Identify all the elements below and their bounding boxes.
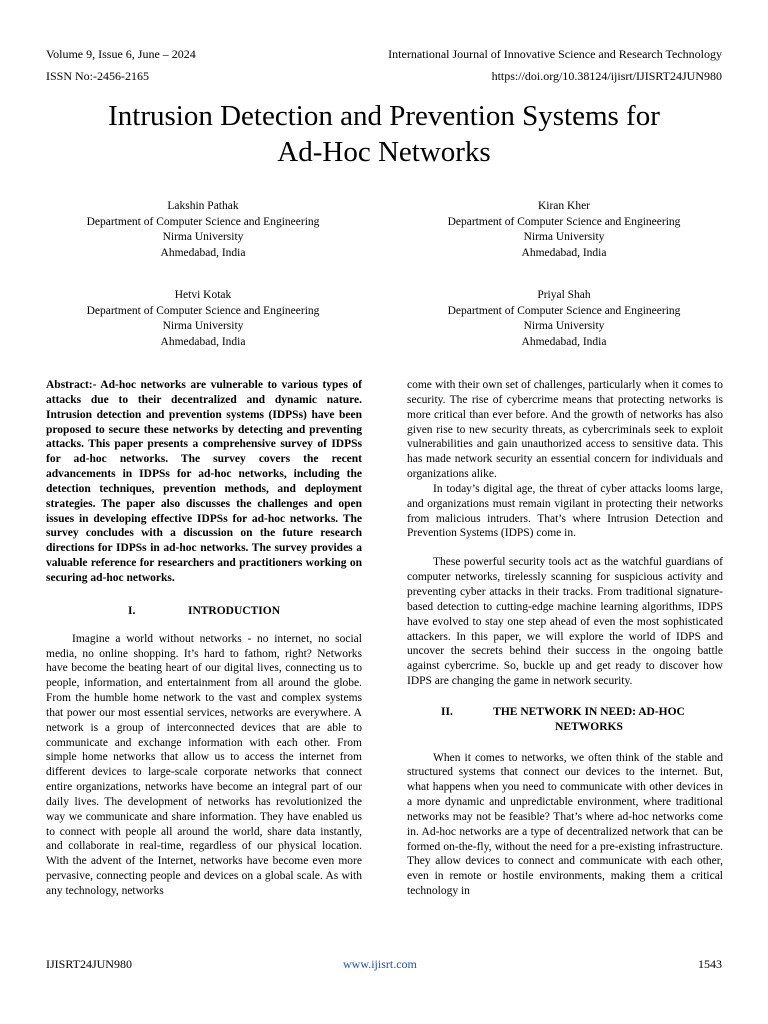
author-location: Ahmedabad, India [160, 246, 246, 259]
section-heading-ad-hoc [407, 705, 723, 735]
website-link[interactable]: www.ijisrt.com [343, 957, 417, 971]
author-block [33, 199, 373, 261]
doi-link[interactable]: https://doi.org/10.38124/ijisrt/IJISRT24JUN980 [491, 69, 722, 83]
paragraph: come with their own set of challenges, particularly when it comes to security. The rise of cybercrime means that protecting networks is more critical than ever before. And the growth of networks has also given rise to new security threats, as cybercriminals seek to exploit vulnerabilities and gain unauthorized access to sensitive data. This has made network security an essential concern for individuals and organizations alike. [407, 379, 723, 481]
author-university: Nirma University [162, 231, 244, 243]
section-heading-introduction [46, 604, 362, 619]
section-title: THE NETWORK IN NEED: AD-HOC NETWORKS [493, 705, 685, 733]
author-name: Priyal Shah [537, 289, 591, 301]
author-name: Hetvi Kotak [174, 289, 232, 301]
author-department: Department of Computer Science and Engineering [447, 304, 681, 317]
author-block [394, 199, 734, 261]
author-name: Lakshin Pathak [167, 200, 239, 212]
author-university: Nirma University [523, 231, 605, 243]
author-department: Department of Computer Science and Engineering [86, 304, 320, 317]
paragraph: Imagine a world without networks - no internet, no social media, no online shopping. It’s hard to fathom, right? Networks have become the beating heart of our digital lives, connecting us to people, information, and entertainment from all around the globe. From the humble home network to the vast and complex systems that power our most essential services, networks are everywhere. A network is a group of interconnected devices that are able to communicate and exchange information with each other. From simple home networks that allow us to access the internet from different devices to large-scale corporate networks that connect entire organizations, networks have become an integral part of our daily lives. The development of networks has revolutionized the way we communicate and share information. They have enabled us to connect with people all around the world, share data instantly, and collaborate in real-time, regardless of our physical location. With the advent of the Internet, networks have become even more pervasive, connecting people and devices on a global scale. As with any technology, networks [46, 632, 362, 897]
author-location: Ahmedabad, India [521, 246, 607, 259]
author-location: Ahmedabad, India [160, 335, 246, 348]
journal-name: International Journal of Innovative Science and Research Technology [388, 47, 722, 61]
paragraph: When it comes to networks, we often think of the stable and structured systems that connect our devices to the internet. But, what happens when you need to communicate with other devices in a more dynamic and unpredictable environment, where traditional networks may not be feasible? That’s where ad-hoc networks come in. Ad-hoc networks are a type of decentralized network that can be formed on-the-fly, without the need for a pre-existing infrastructure. They allow devices to connect and communicate with each other, even in remote or hostile environments, making them a critical technology in [407, 751, 723, 898]
author-name: Kiran Kher [537, 200, 591, 212]
author-department: Department of Computer Science and Engineering [86, 215, 320, 228]
paper-id: IJISRT24JUN980 [46, 957, 132, 971]
author-block [394, 288, 734, 350]
author-university: Nirma University [523, 320, 605, 332]
section-title: INTRODUCTION [187, 604, 280, 617]
abstract: Abstract:- Ad-hoc networks are vulnerable to various types of attacks due to their decentralized and dynamic nature. Intrusion detection and prevention systems (IDPSs) have been proposed to secure these networks by detecting and preventing attacks. This paper presents a comprehensive survey of IDPSs for ad-hoc networks. The survey covers the recent advancements in IDPSs for ad-hoc networks, including the detection techniques, prevention methods, and deployment strategies. The paper also discusses the challenges and open issues in developing effective IDPSs for ad-hoc networks. The survey concludes with a discussion on the future research directions for IDPSs in ad-hoc networks. The survey provides a valuable reference for researchers and practitioners working on securing ad-hoc networks. [46, 379, 362, 584]
volume-issue: Volume 9, Issue 6, June – 2024 [46, 47, 196, 61]
author-location: Ahmedabad, India [521, 335, 607, 348]
paper-title [40, 98, 728, 170]
section-number: II. [441, 705, 453, 718]
page-number: 1543 [698, 957, 722, 971]
paragraph: These powerful security tools act as the watchful guardians of computer networks, tirelessly scanning for suspicious activity and preventing cyber attacks in their tracks. From traditional signature-based detection to cutting-edge machine learning algorithms, IDPS have evolved to stay one step ahead of even the most sophisticated attackers. In this paper, we will explore the world of IDPS and uncover the secrets behind their success in the ongoing battle against cybercrime. So, buckle up and get ready to discover how IDPS are changing the game in network security. [407, 556, 723, 688]
right-column [407, 378, 723, 899]
paragraph: In today’s digital age, the threat of cyber attacks looms large, and organizations must remain vigilant in protecting their networks from malicious intruders. That’s where Intrusion Detection and Prevention Systems (IDPS) come in. [407, 482, 723, 540]
left-column [46, 378, 362, 899]
issn: ISSN No:-2456-2165 [46, 69, 150, 83]
author-university: Nirma University [162, 320, 244, 332]
author-block [33, 288, 373, 350]
paper-title-line-2: Ad-Hoc Networks [277, 136, 491, 168]
author-department: Department of Computer Science and Engineering [447, 215, 681, 228]
paper-title-line-1: Intrusion Detection and Prevention Systems for [108, 100, 660, 132]
section-number: I. [127, 604, 136, 617]
